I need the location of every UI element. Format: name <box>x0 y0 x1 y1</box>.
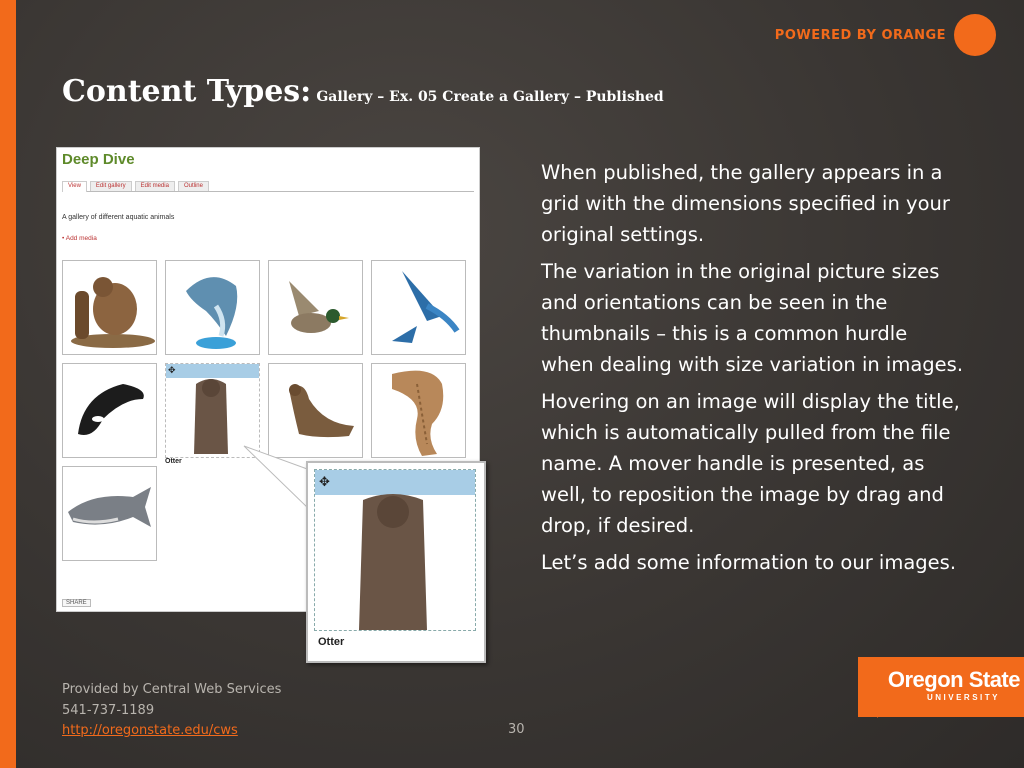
share-bar[interactable] <box>62 599 91 607</box>
slide-title-sub: Gallery – Ex. 05 Create a Gallery – Published <box>316 89 664 105</box>
add-media-link[interactable]: • Add media <box>62 235 97 242</box>
gallery-thumb-duck[interactable] <box>268 260 363 355</box>
osu-logo-notch <box>858 698 878 718</box>
callout-otter-title: Otter <box>318 636 345 648</box>
share-button[interactable]: SHARE <box>62 599 91 607</box>
gallery-thumb-dolphin[interactable] <box>165 260 260 355</box>
add-media-label: Add media <box>65 235 97 242</box>
gallery-thumb-marlin[interactable] <box>371 260 466 355</box>
callout-mover-handle-icon[interactable]: ✥ <box>319 474 330 489</box>
body-paragraph-1: When published, the gallery appears in a grid with the dimensions specified in your original settings. <box>541 161 950 246</box>
body-paragraph-3: Hovering on an image will display the title, which is automatically pulled from the file name. A mover handle is presented, as well, to reposition the image by drag and drop, if desired. <box>541 390 960 537</box>
body-paragraph-4: Let’s add some information to our images. <box>541 551 957 574</box>
gallery-description: A gallery of different aquatic animals <box>62 214 175 221</box>
thumb-otter-title: Otter <box>165 458 182 465</box>
slide-title-main: Content Types: <box>62 74 312 109</box>
gallery-thumb-orca[interactable] <box>62 363 157 458</box>
footer <box>62 680 281 742</box>
shark-image <box>63 467 156 560</box>
body-text <box>541 157 966 584</box>
marlin-image <box>372 261 465 354</box>
zoom-callout <box>306 461 486 663</box>
orca-image <box>63 364 156 457</box>
seahorse-image <box>372 364 465 457</box>
powered-by-orange-badge <box>775 14 996 56</box>
callout-otter-thumb[interactable] <box>314 469 476 631</box>
slide-title <box>62 74 664 109</box>
left-accent-bar <box>0 0 16 768</box>
dolphin-image <box>166 261 259 354</box>
footer-provider: Provided by Central Web Services <box>62 682 282 697</box>
body-paragraph-2: The variation in the original picture sizes and orientations can be seen in the thumbnails – this is a common hurdle when dealing with size variation in images. <box>541 260 964 376</box>
tab-view[interactable]: View <box>62 181 87 192</box>
osu-logo <box>858 657 1024 717</box>
osu-logo-sub: UNIVERSITY <box>926 693 1000 702</box>
duck-image <box>269 261 362 354</box>
gallery-tabs <box>62 181 474 192</box>
gallery-thumb-seahorse[interactable] <box>371 363 466 458</box>
orange-dot-icon <box>954 14 996 56</box>
page-number: 30 <box>508 722 525 737</box>
footer-phone: 541-737-1189 <box>62 702 155 718</box>
mover-handle-icon[interactable]: ✥ <box>168 365 176 375</box>
tab-edit-media[interactable]: Edit media <box>135 181 175 191</box>
beaver-image <box>63 261 156 354</box>
gallery-thumb-shark[interactable] <box>62 466 157 561</box>
tab-edit-gallery[interactable]: Edit gallery <box>90 181 132 191</box>
tab-outline[interactable]: Outline <box>178 181 209 191</box>
callout-otter-image <box>315 470 475 630</box>
gallery-thumb-beaver[interactable] <box>62 260 157 355</box>
footer-link[interactable]: http://oregonstate.edu/cws <box>62 723 238 738</box>
osu-logo-name: Oregon State <box>887 667 1020 692</box>
powered-by-text: POWERED BY ORANGE <box>774 27 946 43</box>
gallery-heading: Deep Dive <box>62 151 135 168</box>
